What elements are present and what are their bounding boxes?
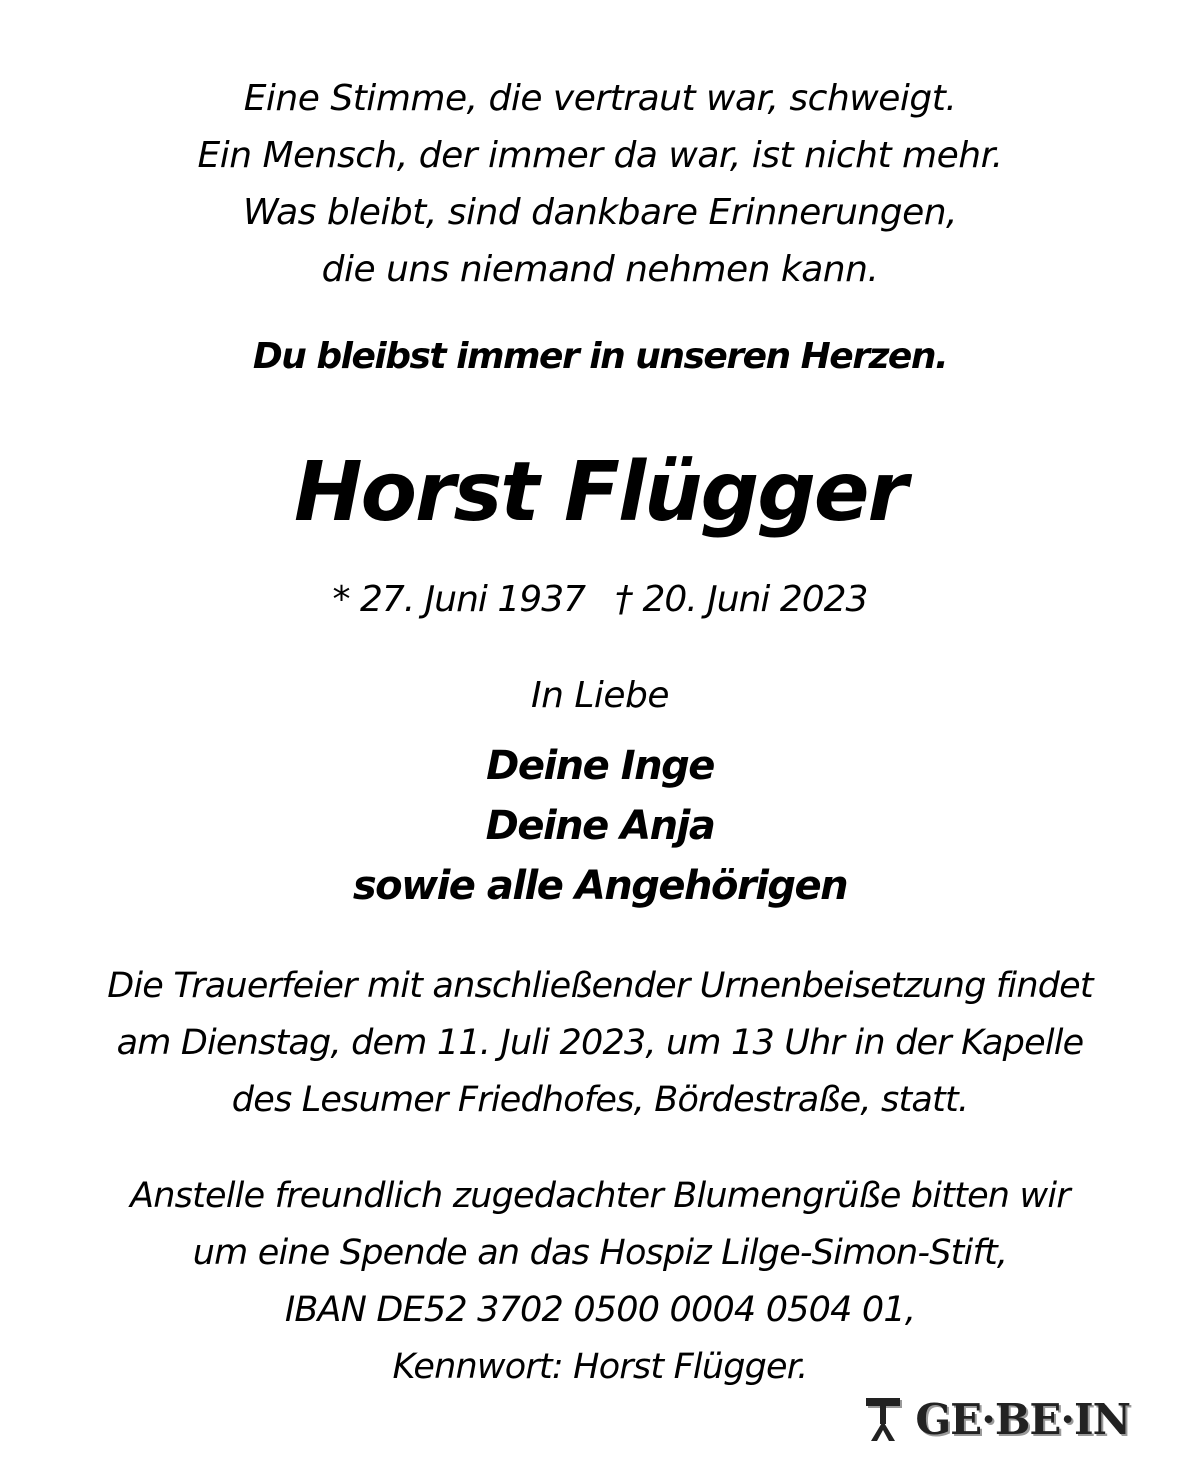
- gebein-figure-icon: [865, 1397, 905, 1443]
- birth-date: * 27. Juni 1937: [332, 579, 585, 620]
- poem-line-4: die uns niemand nehmen kann.: [321, 249, 879, 290]
- deceased-name: Horst Flügger: [294, 445, 906, 540]
- life-dates: [0, 574, 1200, 626]
- donation-keyword: Kennwort: Horst Flügger.: [392, 1347, 808, 1387]
- donation-line-2: um eine Spende an das Hospiz Lilge-Simon-Stift,: [192, 1233, 1008, 1273]
- poem-line-3: Was bleibt, sind dankbare Erinnerungen,: [242, 192, 958, 233]
- poem: [0, 70, 1200, 298]
- funeral-line-3: des Lesumer Friedhofes, Bördestraße, statt.: [231, 1080, 969, 1120]
- logo-text: GE·BE·IN: [915, 1395, 1130, 1444]
- mourner-name: Deine Inge: [486, 743, 714, 789]
- motto: Du bleibst immer in unseren Herzen.: [252, 336, 948, 377]
- mourner-name: sowie alle Angehörigen: [352, 863, 848, 909]
- gebein-logo: [865, 1396, 1130, 1444]
- donation-iban: IBAN DE52 3702 0500 0004 0504 01,: [284, 1290, 916, 1330]
- poem-line-2: Ein Mensch, der immer da war, ist nicht mehr.: [197, 135, 1003, 176]
- funeral-info: [0, 958, 1200, 1129]
- donation-info: [0, 1168, 1200, 1396]
- mourners-list: [0, 736, 1200, 916]
- mourners-intro: In Liebe: [530, 675, 670, 716]
- death-date: † 20. Juni 2023: [615, 579, 868, 620]
- funeral-line-1: Die Trauerfeier mit anschließender Urnenbeisetzung findet: [107, 966, 1093, 1006]
- funeral-line-2: am Dienstag, dem 11. Juli 2023, um 13 Uhr in der Kapelle: [116, 1023, 1084, 1063]
- mourner-name: Deine Anja: [485, 803, 715, 849]
- poem-line-1: Eine Stimme, die vertraut war, schweigt.: [243, 78, 957, 119]
- donation-line-1: Anstelle freundlich zugedachter Blumengrüße bitten wir: [130, 1176, 1070, 1216]
